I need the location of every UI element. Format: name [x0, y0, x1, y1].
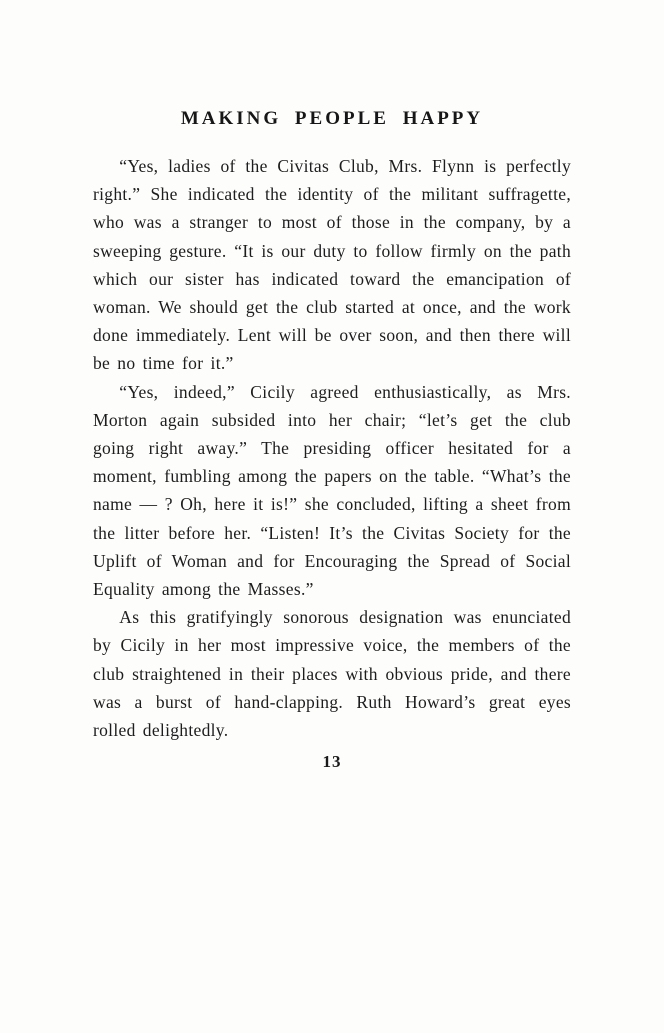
- page-number: 13: [322, 752, 342, 772]
- page-title: MAKING PEOPLE HAPPY: [180, 108, 484, 129]
- paragraph-2: “Yes, indeed,” Cicily agreed enthusiastically, as Mrs. Morton again subsided into her chair; “let’s get the club going right away.” The presiding officer hesitated for a moment, fumbling among the papers on the table. “What’s the name — ? Oh, here it is!” she concluded, lifting a sheet from the litter before her. “Listen! It’s the Civitas Society for the Uplift of Woman and for Encouraging the Spread of Social Equality among the Masses.”: [93, 381, 571, 600]
- text-block: [93, 108, 571, 772]
- paragraph-3: As this gratifyingly sonorous designation was enunciated by Cicily in her most impressive voice, the members of the club straightened in their places with obvious pride, and there was a burst of hand-clapping. Ruth Howard’s great eyes rolled delightedly.: [93, 607, 571, 741]
- paragraph-1: “Yes, ladies of the Civitas Club, Mrs. Flynn is perfectly right.” She indicated the identity of the militant suffragette, who was a stranger to most of those in the company, by a sweeping gesture. “It is our duty to follow firmly on the path which our sister has indicated toward the emancipation of woman. We should get the club started at once, and the work done immediately. Lent will be over soon, and then there will be no time for it.”: [93, 156, 571, 374]
